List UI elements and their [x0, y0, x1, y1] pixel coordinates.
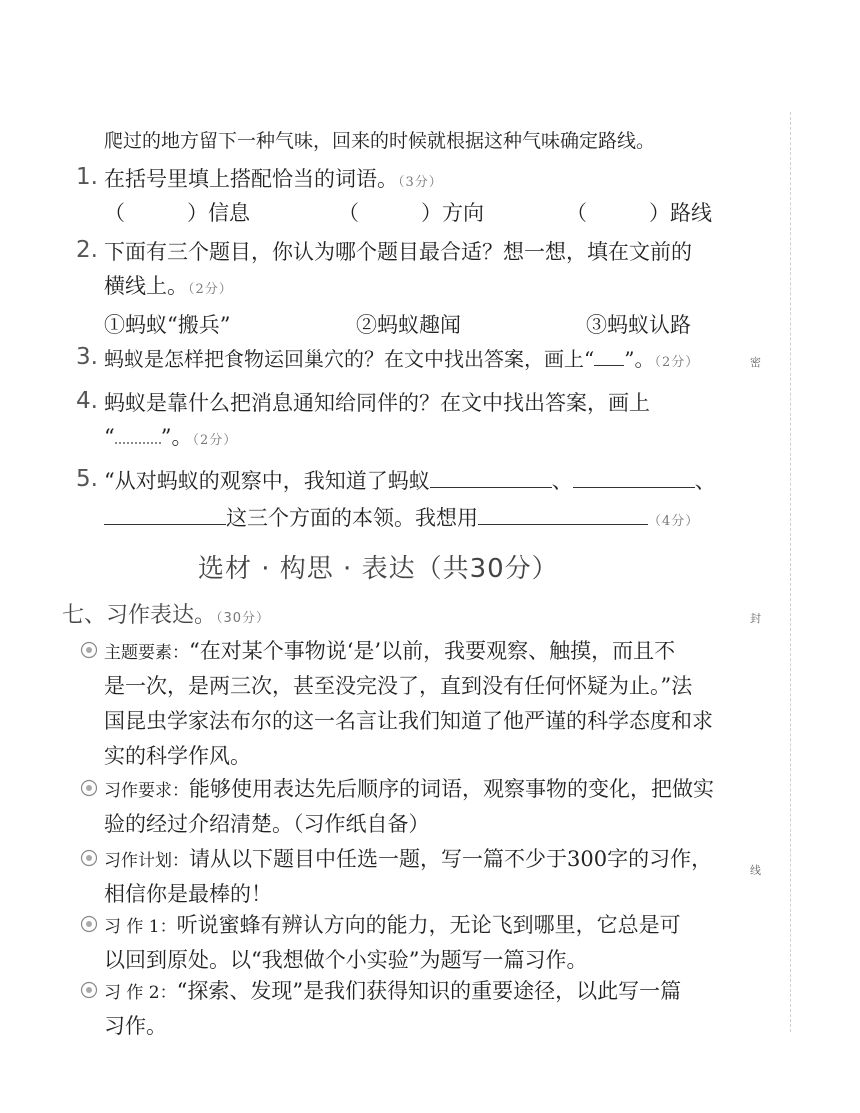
q1-item-3-label: 路线 — [670, 201, 712, 225]
q1-question: 在括号里填上搭配恰当的词语。 — [104, 167, 398, 191]
q1-number: 1. — [76, 164, 98, 190]
q1-item-1-label: 信息 — [208, 201, 250, 225]
q5-score: （4分） — [648, 514, 700, 529]
essay1-label: 习 作 1： — [104, 917, 177, 937]
q4-text-line2 — [104, 422, 237, 456]
essay2-line1-text: “探索、发现”是我们获得知识的重要途径，以此写一篇 — [176, 979, 682, 1003]
heading-7-text: 七、习作表达。 — [62, 603, 217, 628]
q3-question: 蚂蚁是怎样把食物运回巢穴的？在文中找出答案，画上“ — [104, 347, 595, 371]
theme-line1-text: “在对某个事物说‘是’以前，我要观察、触摸，而且不 — [189, 639, 676, 663]
theme-line1 — [104, 636, 675, 668]
q5-sep1: 、 — [551, 469, 573, 493]
theme-line2: 是一次，是两三次，甚至没完没了，直到没有任何怀疑为止。”法 — [104, 674, 693, 698]
q1-item-2: （ ）方向 — [338, 201, 484, 225]
q2-text-line2-text: 横线上。 — [104, 274, 188, 298]
q3-score: （2分） — [654, 355, 700, 370]
q5-blank-2[interactable] — [573, 467, 695, 488]
essay1-line1 — [104, 910, 681, 942]
q4-close-quote: ”。 — [160, 425, 193, 449]
essay2-line1 — [104, 976, 681, 1008]
q5-blank-4[interactable] — [478, 504, 648, 525]
intro-line: 爬过的地方留下一种气味，回来的时候就根据这种气味确定路线。 — [104, 130, 656, 152]
q5-blank-3[interactable] — [104, 504, 226, 525]
q5-sep2: 、 — [694, 469, 716, 493]
heading-7 — [62, 598, 270, 629]
q5-text-line1 — [104, 466, 716, 496]
q2-number: 2. — [76, 237, 98, 263]
q4-open-quote: “ — [104, 425, 115, 449]
q2-text-line1: 下面有三个题目，你认为哪个题目最合适？想一想，填在文前的 — [104, 240, 692, 264]
margin-char-feng: 封 — [750, 612, 761, 625]
q2-text-line2 — [104, 271, 233, 305]
theme-line3: 国昆虫学家法布尔的这一名言让我们知道了他严谨的科学态度和求 — [104, 709, 713, 733]
q3-blank[interactable] — [594, 345, 624, 366]
q1-score: （3分） — [398, 175, 443, 190]
theme-line4: 实的科学作风。 — [104, 744, 251, 768]
q5-text-line2 — [104, 503, 699, 537]
heading-7-score: （30分） — [216, 611, 271, 626]
q3-text-end: ”。 — [624, 347, 655, 371]
essay2-line2: 习作。 — [104, 1014, 167, 1038]
q1-text — [104, 164, 443, 198]
q4-text-line1: 蚂蚁是靠什么把消息通知给同伴的？在文中找出答案，画上 — [104, 391, 650, 415]
q5-blank-1[interactable] — [430, 467, 552, 488]
plan-line2: 相信你是最棒的！ — [104, 882, 272, 906]
q4-score: （2分） — [192, 433, 238, 448]
section-title: 选材 · 构思 · 表达（共30分） — [198, 554, 559, 584]
q1-item-3: （ ）路线 — [566, 201, 712, 225]
flower-bullet-icon — [80, 779, 98, 797]
q4-wavy-blank[interactable] — [115, 430, 161, 444]
q3-number: 3. — [76, 344, 98, 370]
margin-char-mi: 密 — [750, 356, 761, 369]
requirement-line1-text: 能够使用表达先后顺序的词语，观察事物的变化，把做实 — [189, 777, 714, 801]
essay2-label: 习 作 2： — [104, 983, 177, 1003]
flower-bullet-icon — [80, 981, 98, 999]
q5-line1-text: “从对蚂蚁的观察中，我知道了蚂蚁 — [104, 469, 430, 493]
q1-item-2-label: 方向 — [442, 201, 484, 225]
essay1-line1-text: 听说蜜蜂有辨认方向的能力，无论飞到哪里，它总是可 — [176, 913, 681, 937]
flower-bullet-icon — [80, 915, 98, 933]
q5-number: 5. — [76, 466, 98, 492]
q2-option-2: ②蚂蚁趣闻 — [356, 313, 461, 337]
q1-item-1: （ ）信息 — [104, 201, 250, 225]
flower-bullet-icon — [80, 849, 98, 867]
binding-margin-line — [790, 112, 791, 1032]
q2-score: （2分） — [188, 282, 233, 297]
theme-label: 主题要素： — [104, 643, 189, 663]
flower-bullet-icon — [80, 641, 98, 659]
essay1-line2: 以回到原处。以“我想做个小实验”为题写一篇习作。 — [104, 948, 588, 972]
q2-option-3: ③蚂蚁认路 — [586, 313, 691, 337]
q3-text — [104, 344, 699, 378]
plan-label: 习作计划： — [104, 851, 189, 871]
requirement-line2: 验的经过介绍清楚。（习作纸自备） — [104, 812, 430, 836]
plan-line1 — [104, 844, 712, 876]
plan-line1-text: 请从以下题目中任选一题，写一篇不少于300字的习作， — [189, 847, 713, 871]
q5-line2-text: 这三个方面的本领。我想用 — [226, 506, 478, 530]
q4-number: 4. — [76, 388, 98, 414]
q2-option-1: ①蚂蚁“搬兵” — [104, 313, 231, 337]
requirement-line1 — [104, 774, 714, 806]
margin-char-xian: 线 — [750, 864, 761, 877]
requirement-label: 习作要求： — [104, 781, 189, 801]
